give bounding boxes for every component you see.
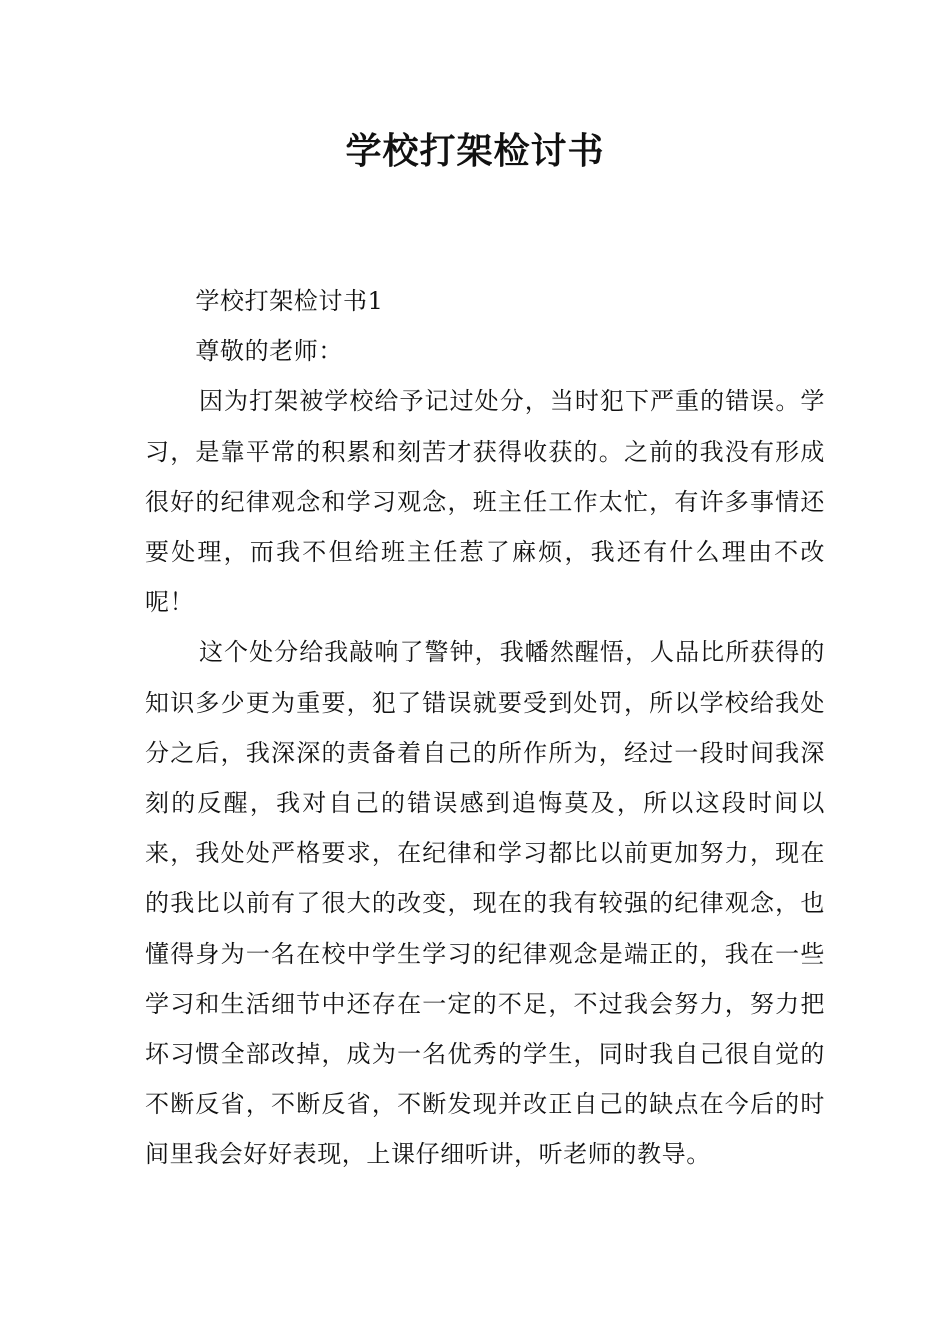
document-body [145,276,825,1180]
body-paragraph: 因为打架被学校给予记过处分，当时犯下严重的错误。学习，是靠平常的积累和刻苦才获得收获的。之前的我没有形成很好的纪律观念和学习观念，班主任工作太忙，有许多事情还要处理，而我不但给班主任惹了麻烦，我还有什么理由不改呢！ [145,387,825,617]
body-paragraph: 这个处分给我敲响了警钟，我幡然醒悟，人品比所获得的知识多少更为重要，犯了错误就要受到处罚，所以学校给我处分之后，我深深的责备着自己的所作所为，经过一段时间我深刻的反醒，我对自己的错误感到追悔莫及，所以这段时间以来，我处处严格要求，在纪律和学习都比以前更加努力，现在的我比以前有了很大的改变，现在的我有较强的纪律观念，也懂得身为一名在校中学生学习的纪律观念是端正的，我在一些学习和生活细节中还存在一定的不足，不过我会努力，努力把坏习惯全部改掉，成为一名优秀的学生，同时我自己很自觉的不断反省，不断反省，不断发现并改正自己的缺点在今后的时间里我会好好表现，上课仔细听讲，听老师的教导。 [145,638,825,1169]
section-heading: 学校打架检讨书1 [195,287,384,315]
salutation: 尊敬的老师： [195,337,343,366]
document-title: 学校打架检讨书 [345,131,605,172]
